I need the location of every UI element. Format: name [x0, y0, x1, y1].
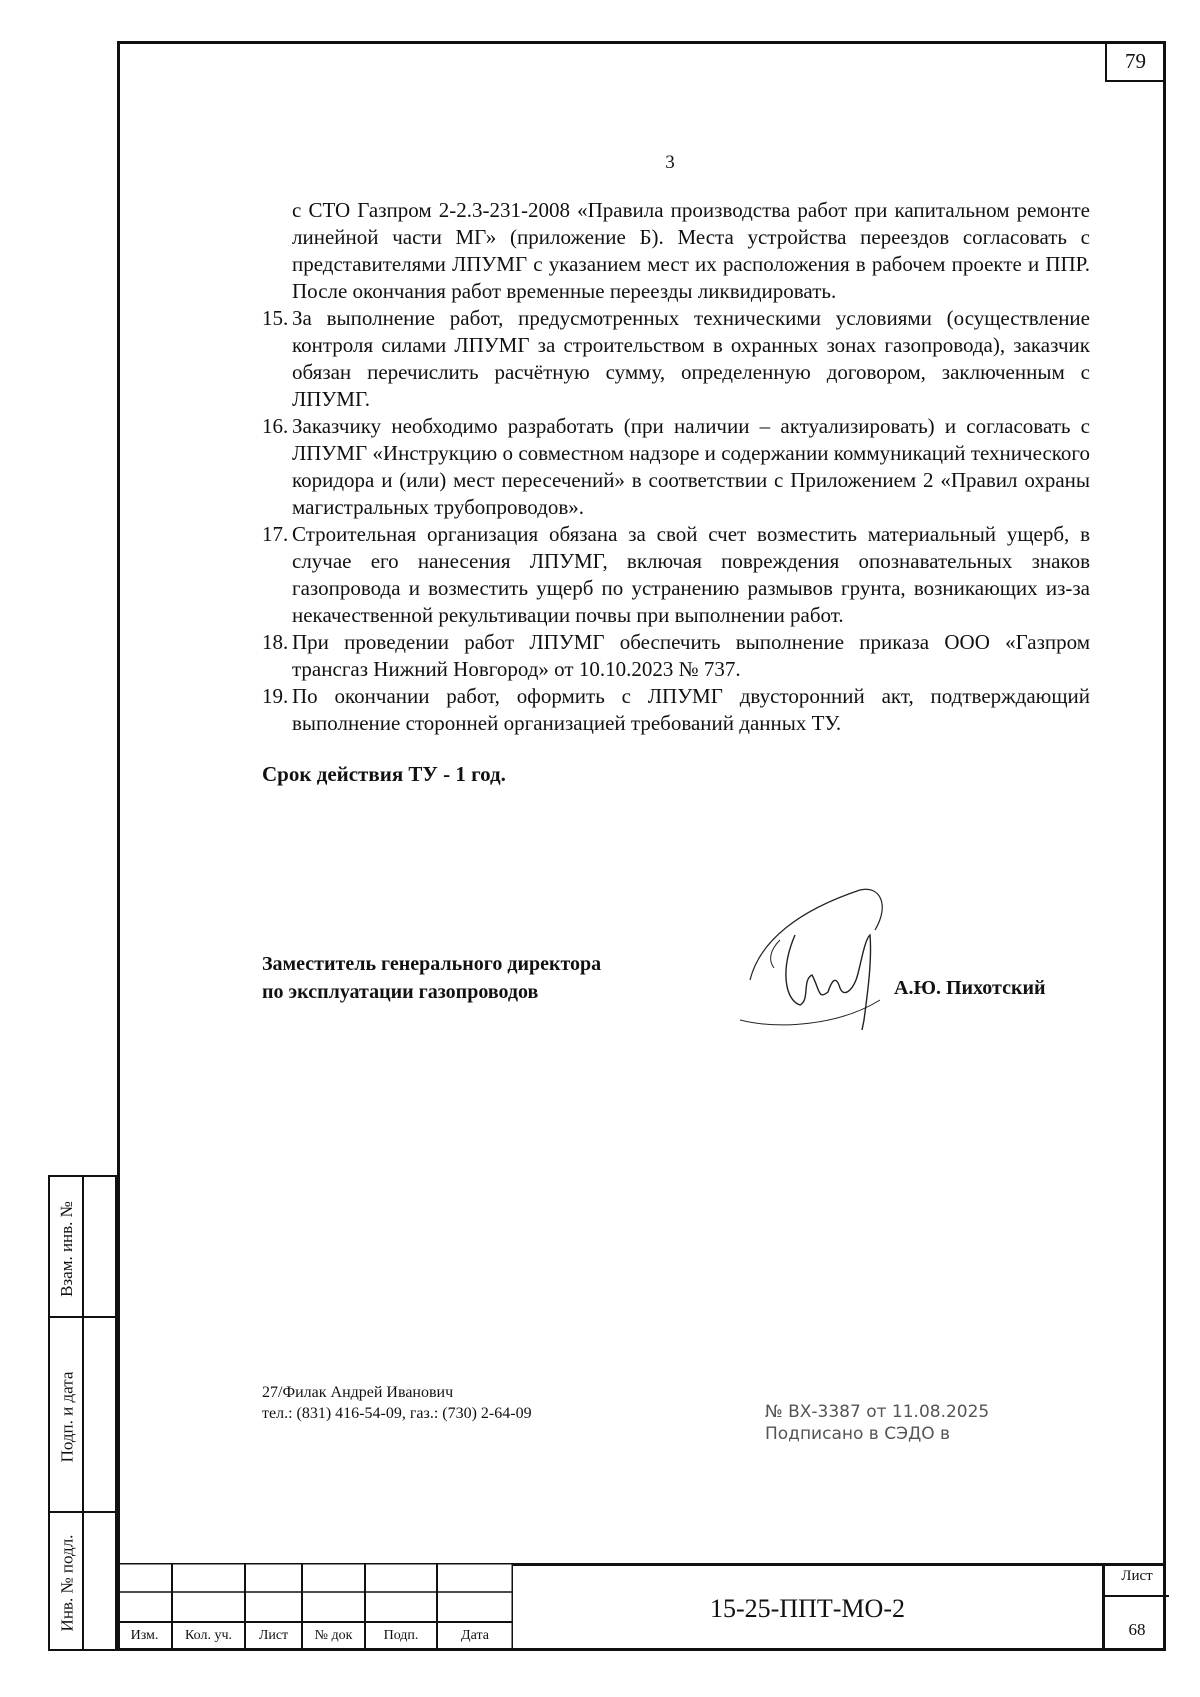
strip-inv-label: Инв. № подл.: [57, 1534, 76, 1632]
header-list: Лист: [258, 1628, 289, 1643]
header-n-dok: № док: [314, 1628, 353, 1643]
contact-line-2: тел.: (831) 416-54-09, газ.: (730) 2-64-09: [262, 1405, 532, 1422]
title-block: [117, 1563, 1166, 1651]
header-izm: Изм.: [130, 1628, 159, 1643]
document-code: 15-25-ППТ-МО-2: [513, 1563, 1102, 1651]
edo-stamp: [765, 1401, 989, 1445]
strip-inv: [48, 1511, 117, 1651]
validity-text: Срок действия ТУ - 1 год.: [262, 762, 506, 786]
item-number: 15.: [262, 306, 289, 330]
list-item: [262, 413, 1090, 521]
position-line-1: Заместитель генерального директора: [262, 953, 602, 975]
stamp-line-2: Подписано в СЭДО в: [765, 1424, 951, 1444]
contact-block: [262, 1382, 532, 1424]
list-item: [262, 629, 1090, 683]
item-text: Заказчику необходимо разработать (при наличии – актуализировать) и согласовать с ЛПУМГ «Инструкцию о совместном надзоре и содержании коммуникаций технического коридора и (или) мест пересечений» в соответствии с Приложением 2 «Правил охраны магистральных трубопроводов».: [292, 414, 1090, 519]
header-podp: Подп.: [383, 1628, 419, 1643]
list-item: [262, 683, 1090, 737]
list-item: [262, 521, 1090, 629]
signatory-position: [262, 950, 601, 1006]
stamp-line-1: № ВХ-3387 от 11.08.2025: [765, 1402, 990, 1422]
strip-podp: [48, 1316, 117, 1513]
strip-vzam: [48, 1175, 117, 1318]
item-text: Строительная организация обязана за свой счет возместить материальный ущерб, в случае его нанесения ЛПУМГ, включая повреждения опознавательных знаков газопровода и возместить ущерб по устранению размывов грунта, возникающих из-за некачественной рекультивации почвы при выполнении работ.: [292, 522, 1090, 627]
item-number: 17.: [262, 522, 289, 546]
item-text: При проведении работ ЛПУМГ обеспечить выполнение приказа ООО «Газпром трансгаз Нижний Новгород» от 10.10.2023 № 737.: [292, 630, 1090, 681]
sheet-number-top: 79: [1105, 41, 1166, 82]
list-item: [262, 305, 1090, 413]
position-line-2: по эксплуатации газопроводов: [262, 981, 539, 1003]
sheet-value: 68: [1128, 1620, 1146, 1639]
item-text: По окончании работ, оформить с ЛПУМГ двусторонний акт, подтверждающий выполнение сторонней организацией требований данных ТУ.: [292, 684, 1090, 735]
strip-podp-label: Подп. и дата: [57, 1371, 77, 1462]
item-number: 18.: [262, 630, 289, 654]
body-text: [262, 197, 1090, 788]
header-kol-uch: Кол. уч.: [185, 1628, 232, 1643]
header-data: Дата: [461, 1628, 489, 1643]
sheet-cell: [1102, 1563, 1166, 1651]
item-number: 19.: [262, 684, 289, 708]
sheet-label: Лист: [1121, 1568, 1153, 1584]
strip-vzam-label: Взам. инв. №: [57, 1200, 76, 1297]
item-number: 16.: [262, 414, 289, 438]
signatory-name: А.Ю. Пихотский: [894, 977, 1046, 999]
handwritten-signature: [740, 880, 910, 1040]
intro-paragraph: с СТО Газпром 2-2.3-231-2008 «Правила производства работ при капитальном ремонте линейной части МГ» (приложение Б). Места устройства переездов согласовать с представителями ЛПУМГ с указанием мест их расположения в рабочем проекте и ППР. После окончания работ временные переезды ликвидировать.: [292, 198, 1090, 303]
page-number: 3: [665, 152, 675, 173]
contact-line-1: 27/Филак Андрей Иванович: [262, 1384, 454, 1401]
item-text: За выполнение работ, предусмотренных техническими условиями (осуществление контроля силами ЛПУМГ за строительством в охранных зонах газопровода), заказчик обязан перечислить расчётную сумму, определенную договором, заключенным с ЛПУМГ.: [292, 306, 1090, 411]
